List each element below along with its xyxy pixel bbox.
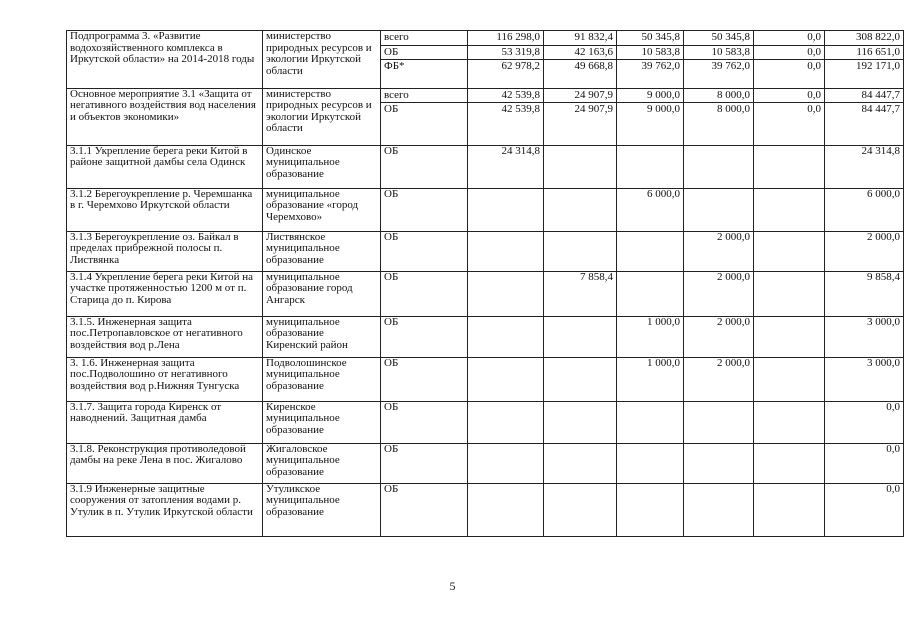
activity-value — [684, 188, 754, 231]
activity-executor: муниципальное образование город Ангарск — [263, 271, 381, 316]
activity-value — [544, 443, 617, 483]
main_event-value-cell — [754, 88, 825, 145]
program-value-cell — [617, 31, 684, 89]
activity-value: 24 314,8 — [468, 145, 544, 188]
program-subtable — [381, 31, 467, 88]
page-number: 5 — [449, 579, 456, 593]
activity-value: 9 858,4 — [825, 271, 904, 316]
activity-value — [617, 145, 684, 188]
activity-executor: Одинское муниципальное образование — [263, 145, 381, 188]
activity-value — [617, 231, 684, 271]
funding-value: 91 832,4 — [574, 31, 613, 43]
funding-value: 62 978,2 — [468, 60, 543, 88]
activity-source: ОБ — [381, 357, 468, 401]
activity-executor: Киренское муниципальное образование — [263, 401, 381, 443]
funding-value: 53 319,8 — [468, 45, 543, 60]
activity-source: ОБ — [381, 483, 468, 536]
funding-value: 10 583,8 — [684, 45, 753, 60]
activity-executor: Жигаловское муниципальное образование — [263, 443, 381, 483]
activity-value — [754, 188, 825, 231]
activity-value: 3 000,0 — [825, 357, 904, 401]
main_event-value-cell — [468, 88, 544, 145]
activity-value — [754, 443, 825, 483]
activity-value — [754, 316, 825, 357]
program-subtable — [684, 31, 753, 88]
activity-value: 6 000,0 — [617, 188, 684, 231]
activity-value — [544, 483, 617, 536]
activity-value — [468, 231, 544, 271]
funding-value: 9 000,0 — [647, 88, 680, 101]
activity-executor: Листвянское муниципальное образование — [263, 231, 381, 271]
program-subtable — [825, 31, 903, 88]
funding-value: 0,0 — [807, 88, 821, 101]
activity-value — [754, 145, 825, 188]
activity-source: ОБ — [381, 316, 468, 357]
activity-value — [684, 401, 754, 443]
activity-executor: Подволошинское муниципальное образование — [263, 357, 381, 401]
table-body — [67, 31, 904, 537]
activity-value: 2 000,0 — [684, 231, 754, 271]
funding-value: 9 000,0 — [617, 103, 683, 145]
main_event-subtable — [381, 89, 467, 145]
activity-value — [617, 443, 684, 483]
program-value-cell — [468, 31, 544, 89]
activity-value: 24 314,8 — [825, 145, 904, 188]
main_event-source-cell — [381, 88, 468, 145]
activity-value — [684, 145, 754, 188]
activity-source: ОБ — [381, 401, 468, 443]
main_event-subtable — [754, 89, 824, 145]
funding-value: 50 345,8 — [711, 31, 750, 43]
main_event-executor: министерство природных ресурсов и экологии Иркутской области — [263, 88, 381, 145]
activity-value — [754, 401, 825, 443]
program-executor: министерство природных ресурсов и экологии Иркутской области — [263, 31, 381, 89]
funding-value: 42 163,6 — [544, 45, 616, 60]
activity-name: 3.1.9 Инженерные защитные сооружения от затопления водами р. Утулик в п. Утулик Иркутской области — [67, 483, 263, 536]
funding-value: 39 762,0 — [684, 60, 753, 88]
program-name: Подпрограмма 3. «Развитие водохозяйственного комплекса в Иркутской области» на 2014-2018 годы — [67, 31, 263, 89]
activity-name: 3.1.2 Берегоукрепление р. Черемшанка в г. Черемхово Иркутской области — [67, 188, 263, 231]
activity-value — [617, 483, 684, 536]
program-subtable — [468, 31, 543, 88]
funding-value: 8 000,0 — [717, 88, 750, 101]
activity-value: 6 000,0 — [825, 188, 904, 231]
funding-source: ОБ — [381, 103, 467, 145]
activity-name: 3.1.4 Укрепление берега реки Китой на участке протяженностью 1200 м от п. Старица до п. Кирова — [67, 271, 263, 316]
activity-value: 1 000,0 — [617, 357, 684, 401]
activity-value: 2 000,0 — [684, 357, 754, 401]
program-subtable — [754, 31, 824, 88]
activity-name: 3.1.5. Инженерная защита пос.Петропавловское от негативного воздействия вод р.Лена — [67, 316, 263, 357]
activity-value — [754, 271, 825, 316]
funding-value: 84 447,7 — [825, 103, 903, 145]
activity-value — [544, 316, 617, 357]
activity-row — [67, 483, 904, 536]
activity-value — [468, 188, 544, 231]
funding-value: 116 298,0 — [496, 31, 540, 43]
activity-row — [67, 316, 904, 357]
activity-name: 3. 1.6. Инженерная защита пос.Подволошино от негативного воздействия вод р.Нижняя Тунгуска — [67, 357, 263, 401]
activity-value — [544, 145, 617, 188]
activity-value — [617, 271, 684, 316]
funding-value: 49 668,8 — [544, 60, 616, 88]
program-source-cell — [381, 31, 468, 89]
activity-value — [754, 357, 825, 401]
activity-value: 1 000,0 — [617, 316, 684, 357]
activity-name: 3.1.1 Укрепление берега реки Китой в районе защитной дамбы села Одинск — [67, 145, 263, 188]
activity-row — [67, 145, 904, 188]
activity-name: 3.1.8. Реконструкция противоледовой дамбы на реке Лена в пос. Жигалово — [67, 443, 263, 483]
funding-value: 0,0 — [754, 45, 824, 60]
main_event-name: Основное мероприятие 3.1 «Защита от негативного воздействия вод населения и объектов экономики» — [67, 88, 263, 145]
activity-value: 0,0 — [825, 443, 904, 483]
activity-value — [544, 401, 617, 443]
main_event-subtable — [617, 89, 683, 145]
activity-value: 2 000,0 — [684, 316, 754, 357]
funding-value: 116 651,0 — [825, 45, 903, 60]
activity-value — [754, 483, 825, 536]
funding-value: 0,0 — [807, 31, 821, 43]
main_event-row — [67, 88, 904, 145]
main_event-subtable — [468, 89, 543, 145]
activity-source: ОБ — [381, 145, 468, 188]
activity-row — [67, 357, 904, 401]
activity-value: 0,0 — [825, 401, 904, 443]
activity-value — [544, 357, 617, 401]
activity-executor: муниципальное образование «город Черемхово» — [263, 188, 381, 231]
funding-source: всего — [384, 31, 409, 43]
funding-source: ФБ* — [381, 60, 467, 88]
funding-source: всего — [384, 88, 409, 101]
activity-name: 3.1.3 Берегоукрепление оз. Байкал в пределах прибрежной полосы п. Листвянка — [67, 231, 263, 271]
funding-value: 308 822,0 — [856, 31, 900, 43]
activity-source: ОБ — [381, 443, 468, 483]
program-value-cell — [754, 31, 825, 89]
activity-source: ОБ — [381, 188, 468, 231]
main_event-subtable — [544, 89, 616, 145]
activity-row — [67, 231, 904, 271]
funding-value: 50 345,8 — [641, 31, 680, 43]
activity-executor: муниципальное образование Киренский район — [263, 316, 381, 357]
activity-value: 3 000,0 — [825, 316, 904, 357]
program-value-cell — [544, 31, 617, 89]
funding-value: 8 000,0 — [684, 103, 753, 145]
activity-value — [544, 231, 617, 271]
funding-value: 84 447,7 — [861, 88, 900, 101]
activity-value — [617, 401, 684, 443]
activity-value — [544, 188, 617, 231]
program-row — [67, 31, 904, 89]
activity-value: 2 000,0 — [684, 271, 754, 316]
funding-value: 10 583,8 — [617, 45, 683, 60]
activity-value — [468, 316, 544, 357]
activity-row — [67, 443, 904, 483]
funding-value: 24 907,9 — [574, 88, 613, 101]
activity-executor: Утуликское муниципальное образование — [263, 483, 381, 536]
activity-value — [684, 443, 754, 483]
funding-value: 0,0 — [754, 60, 824, 88]
activity-value: 7 858,4 — [544, 271, 617, 316]
funding-value: 39 762,0 — [617, 60, 683, 88]
program-subtable — [544, 31, 616, 88]
funding-value: 42 539,8 — [468, 103, 543, 145]
activity-value — [684, 483, 754, 536]
budget-table — [66, 30, 904, 537]
activity-value — [468, 357, 544, 401]
activity-value — [468, 443, 544, 483]
funding-value: 0,0 — [754, 103, 824, 145]
main_event-value-cell — [684, 88, 754, 145]
funding-source: ОБ — [381, 45, 467, 60]
activity-name: 3.1.7. Защита города Киренск от наводнений. Защитная дамба — [67, 401, 263, 443]
funding-value: 192 171,0 — [825, 60, 903, 88]
program-subtable — [617, 31, 683, 88]
activity-value — [468, 271, 544, 316]
activity-value — [468, 483, 544, 536]
activity-value — [468, 401, 544, 443]
activity-value — [754, 231, 825, 271]
activity-value: 0,0 — [825, 483, 904, 536]
funding-value: 24 907,9 — [544, 103, 616, 145]
funding-value: 42 539,8 — [501, 88, 540, 101]
program-value-cell — [825, 31, 904, 89]
main_event-subtable — [825, 89, 903, 145]
activity-source: ОБ — [381, 231, 468, 271]
program-value-cell — [684, 31, 754, 89]
main_event-subtable — [684, 89, 753, 145]
activity-row — [67, 401, 904, 443]
main_event-value-cell — [617, 88, 684, 145]
main_event-value-cell — [825, 88, 904, 145]
main_event-value-cell — [544, 88, 617, 145]
activity-row — [67, 188, 904, 231]
activity-value: 2 000,0 — [825, 231, 904, 271]
activity-row — [67, 271, 904, 316]
activity-source: ОБ — [381, 271, 468, 316]
